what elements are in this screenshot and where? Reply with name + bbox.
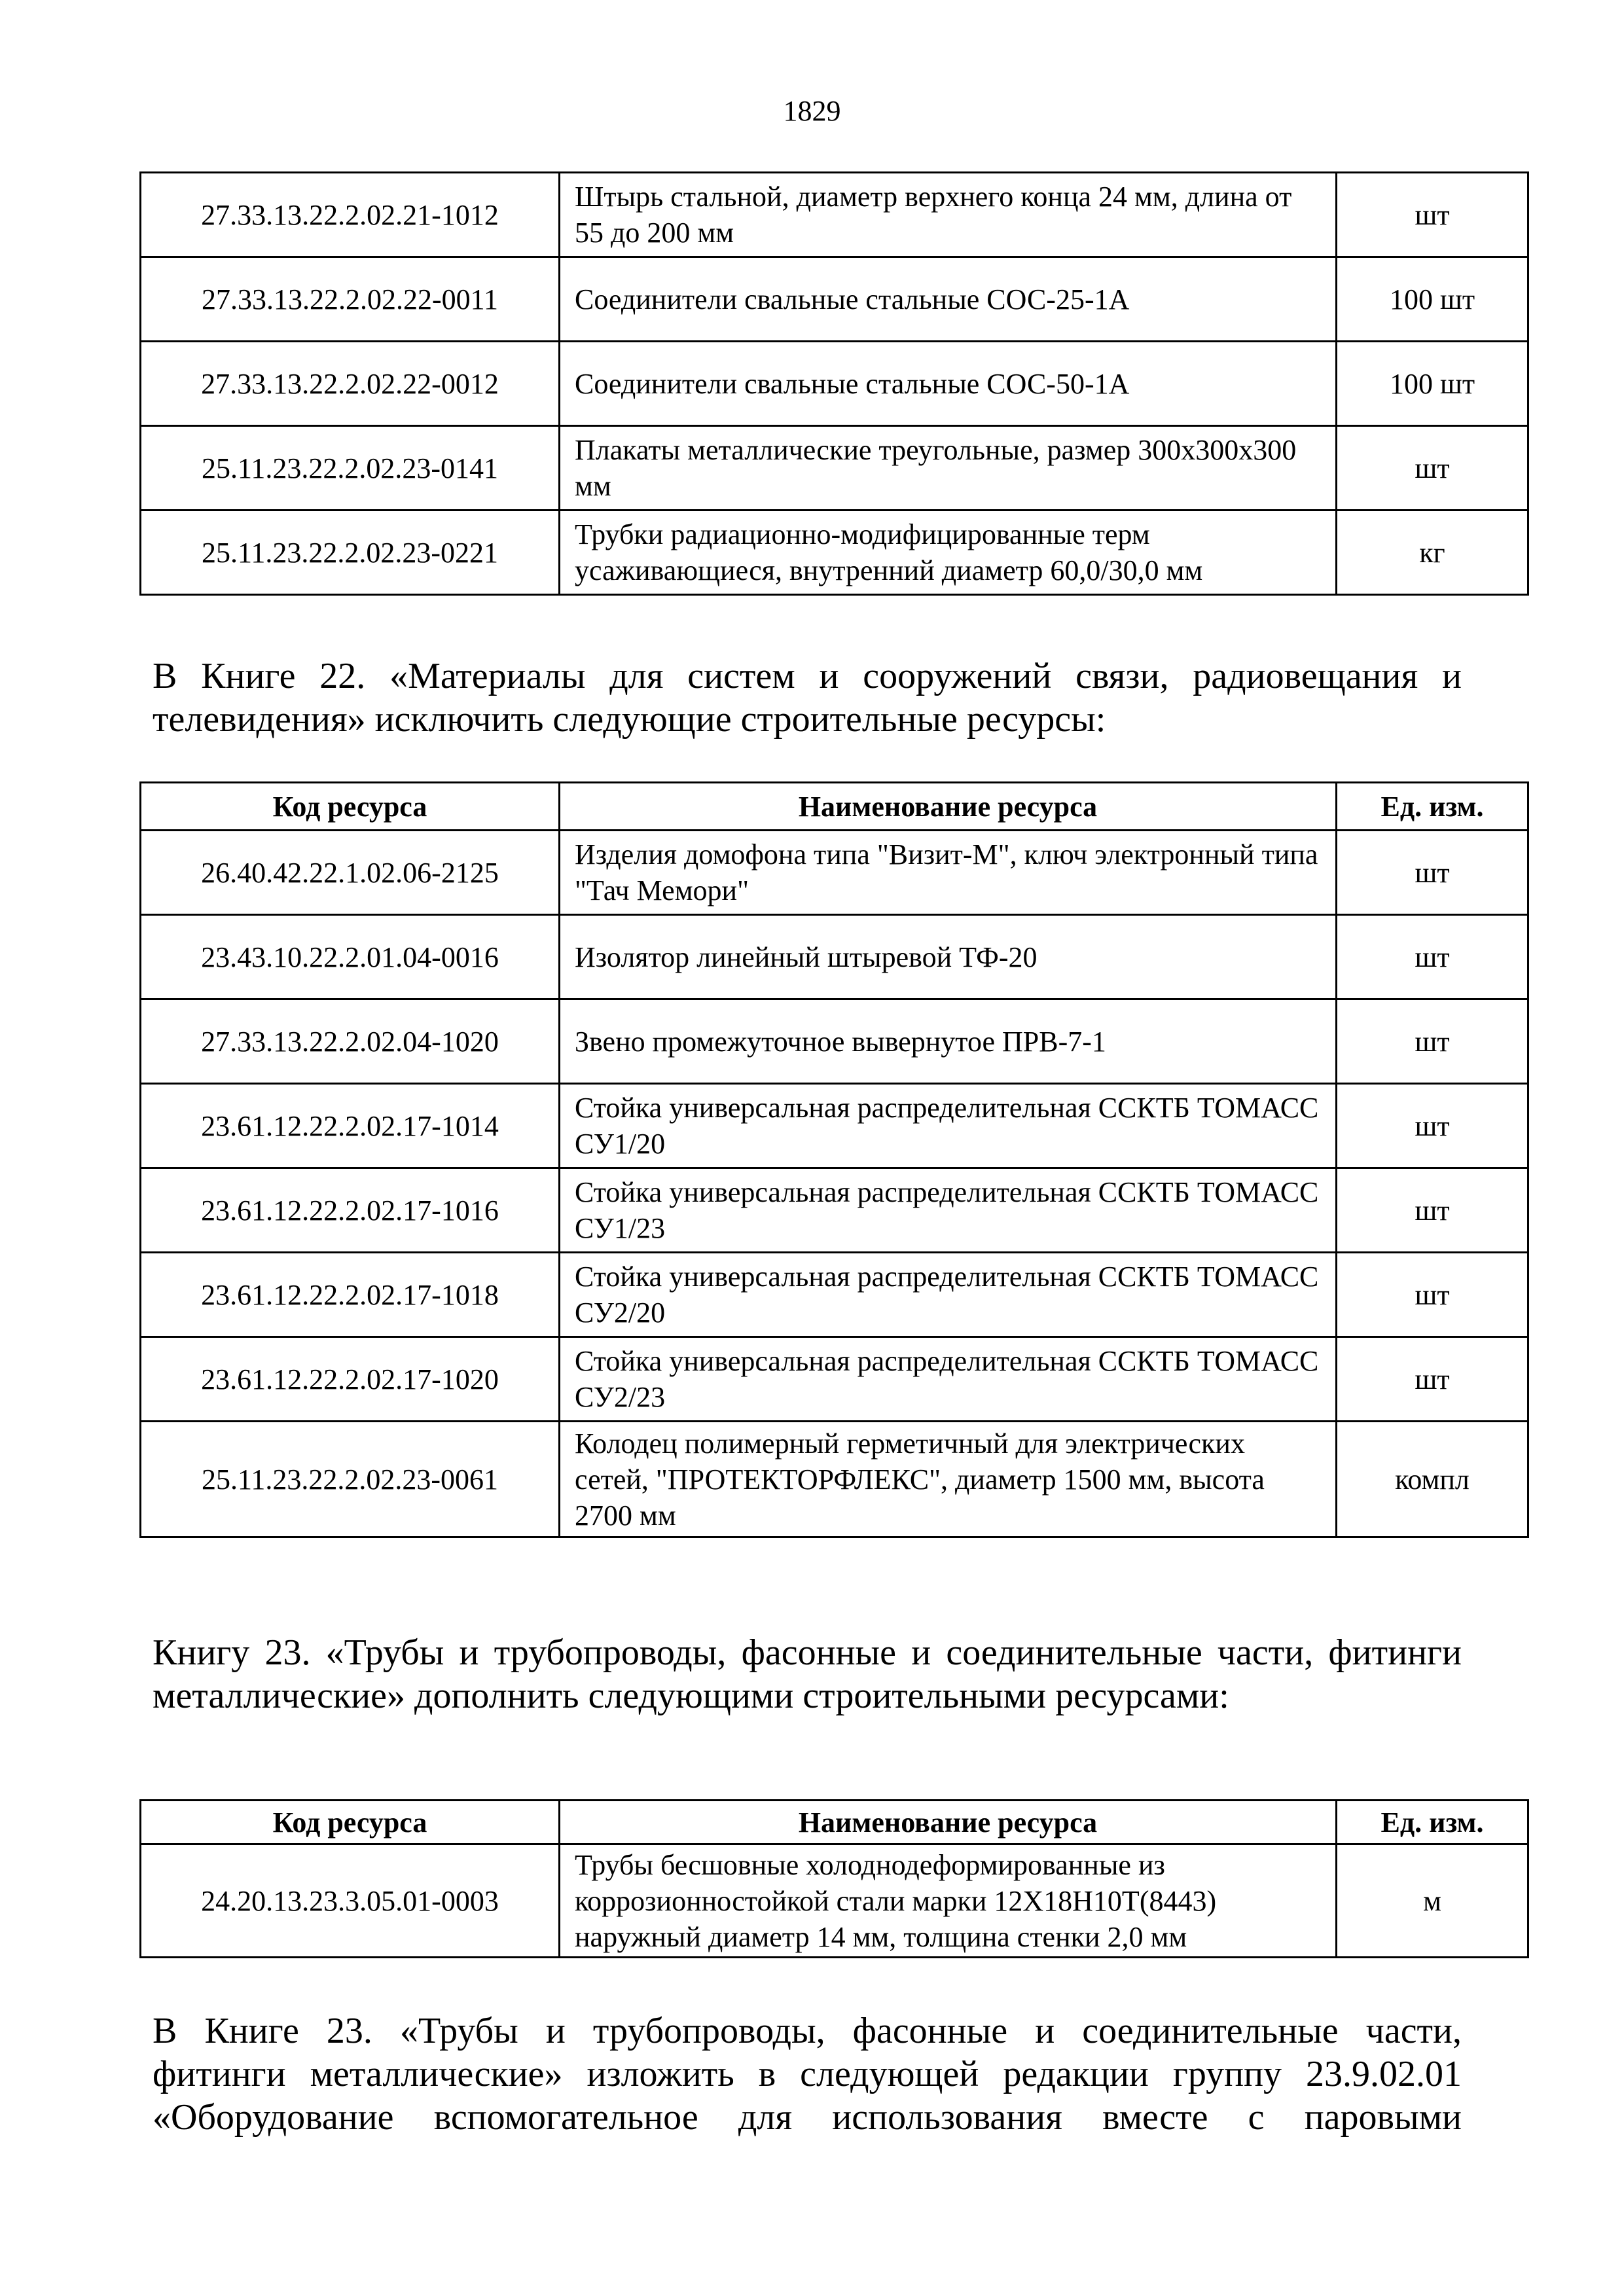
resource-name: Трубы бесшовные холоднодеформированные из коррозионностойкой стали марки 12Х18Н10Т(8443) наружный диаметр 14 мм, толщина стенки 2,0 мм [560, 1844, 1337, 1958]
resource-code: 25.11.23.22.2.02.23-0141 [141, 426, 560, 511]
resource-table-continuation [139, 171, 1529, 596]
table-row [141, 1168, 1528, 1253]
resource-code: 23.61.12.22.2.02.17-1020 [141, 1337, 560, 1422]
paragraph-line: металлические» дополнить следующими строительными ресурсами: [153, 1676, 1229, 1716]
resource-name: Стойка универсальная распределительная ССКТБ ТОМАСС СУ2/23 [560, 1337, 1337, 1422]
resource-name: Изолятор линейный штыревой ТФ-20 [560, 915, 1337, 999]
resource-unit: шт [1337, 915, 1528, 999]
column-header-unit: Ед. изм. [1337, 783, 1528, 831]
paragraph-book-22 [153, 655, 1462, 741]
resource-unit: 100 шт [1337, 257, 1528, 342]
resource-unit: шт [1337, 999, 1528, 1084]
resource-code: 23.61.12.22.2.02.17-1018 [141, 1253, 560, 1337]
table-row [141, 173, 1528, 257]
resource-name: Колодец полимерный герметичный для электрических сетей, "ПРОТЕКТОРФЛЕКС", диаметр 1500 мм, высота 2700 мм [560, 1422, 1337, 1537]
column-header-code: Код ресурса [141, 1801, 560, 1844]
resource-unit: компл [1337, 1422, 1528, 1537]
column-header-code: Код ресурса [141, 783, 560, 831]
resource-code: 23.43.10.22.2.01.04-0016 [141, 915, 560, 999]
column-header-name: Наименование ресурса [560, 1801, 1337, 1844]
page-number: 1829 [783, 95, 841, 127]
paragraph-line: В Книге 23. «Трубы и трубопроводы, фасонные и соединительные части, [153, 2011, 1462, 2051]
table-header-row [141, 783, 1528, 831]
resource-code: 27.33.13.22.2.02.04-1020 [141, 999, 560, 1084]
table-row [141, 1422, 1528, 1537]
resource-unit: шт [1337, 173, 1528, 257]
resource-code: 24.20.13.23.3.05.01-0003 [141, 1844, 560, 1958]
resource-table-added [139, 1799, 1529, 1958]
table-row [141, 426, 1528, 511]
resource-unit: шт [1337, 1337, 1528, 1422]
column-header-name: Наименование ресурса [560, 783, 1337, 831]
resource-name: Трубки радиационно-модифицированные терм усаживающиеся, внутренний диаметр 60,0/30,0 мм [560, 511, 1337, 595]
resource-unit: шт [1337, 1253, 1528, 1337]
resource-name: Соединители свальные стальные СОС-50-1А [560, 342, 1337, 426]
resource-code: 26.40.42.22.1.02.06-2125 [141, 831, 560, 915]
table-row [141, 257, 1528, 342]
table-row [141, 1253, 1528, 1337]
resource-unit: 100 шт [1337, 342, 1528, 426]
table-header-row [141, 1801, 1528, 1844]
resource-unit: шт [1337, 1168, 1528, 1253]
resource-unit: кг [1337, 511, 1528, 595]
resource-code: 25.11.23.22.2.02.23-0221 [141, 511, 560, 595]
resource-code: 27.33.13.22.2.02.22-0011 [141, 257, 560, 342]
paragraph-book-23-group [153, 2009, 1462, 2139]
table-row [141, 1337, 1528, 1422]
resource-name: Плакаты металлические треугольные, размер 300х300х300 мм [560, 426, 1337, 511]
resource-code: 25.11.23.22.2.02.23-0061 [141, 1422, 560, 1537]
paragraph-book-23-add [153, 1631, 1462, 1717]
resource-name: Изделия домофона типа "Визит-М", ключ электронный типа "Тач Мемори" [560, 831, 1337, 915]
paragraph-line: «Оборудование вспомогательное для использования вместе с паровыми [153, 2097, 1462, 2138]
resource-unit: шт [1337, 831, 1528, 915]
resource-unit: шт [1337, 1084, 1528, 1168]
resource-code: 23.61.12.22.2.02.17-1014 [141, 1084, 560, 1168]
resource-name: Стойка универсальная распределительная ССКТБ ТОМАСС СУ1/20 [560, 1084, 1337, 1168]
paragraph-line: фитинги металлические» изложить в следующей редакции группу 23.9.02.01 [153, 2054, 1462, 2094]
resource-code: 27.33.13.22.2.02.21-1012 [141, 173, 560, 257]
resource-table-excluded [139, 781, 1529, 1538]
resource-unit: м [1337, 1844, 1528, 1958]
resource-name: Стойка универсальная распределительная ССКТБ ТОМАСС СУ1/23 [560, 1168, 1337, 1253]
resource-name: Звено промежуточное вывернутое ПРВ-7-1 [560, 999, 1337, 1084]
resource-name: Штырь стальной, диаметр верхнего конца 24 мм, длина от 55 до 200 мм [560, 173, 1337, 257]
paragraph-line: Книгу 23. «Трубы и трубопроводы, фасонные и соединительные части, фитинги [153, 1632, 1462, 1673]
table-row [141, 999, 1528, 1084]
table-row [141, 1084, 1528, 1168]
resource-unit: шт [1337, 426, 1528, 511]
resource-name: Соединители свальные стальные СОС-25-1А [560, 257, 1337, 342]
table-row [141, 915, 1528, 999]
table-row [141, 342, 1528, 426]
paragraph-line: В Книге 22. «Материалы для систем и сооружений связи, радиовещания и [153, 656, 1462, 696]
column-header-unit: Ед. изм. [1337, 1801, 1528, 1844]
table-row [141, 831, 1528, 915]
resource-code: 23.61.12.22.2.02.17-1016 [141, 1168, 560, 1253]
resource-code: 27.33.13.22.2.02.22-0012 [141, 342, 560, 426]
paragraph-line: телевидения» исключить следующие строительные ресурсы: [153, 699, 1106, 740]
resource-name: Стойка универсальная распределительная ССКТБ ТОМАСС СУ2/20 [560, 1253, 1337, 1337]
table-row [141, 511, 1528, 595]
table-row [141, 1844, 1528, 1958]
